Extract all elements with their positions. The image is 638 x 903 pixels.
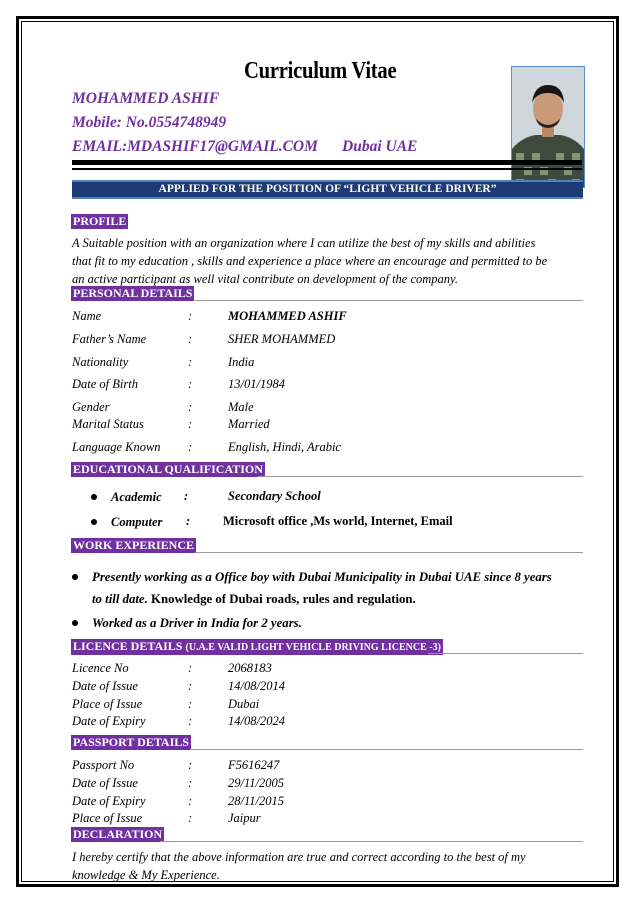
licence-value: Dubai [228,697,260,711]
passport-details-heading: PASSPORT DETAILS [73,735,189,749]
section-rule [195,300,583,301]
personal-details-heading: PERSONAL DETAILS [73,286,193,300]
education-item-computer [91,513,162,531]
personal-value-father: SHER MOHAMMED [228,332,336,346]
declaration-line: knowledge & My Experience. [72,868,220,882]
bullet-icon [72,620,78,626]
declaration-text [72,848,587,884]
passport-label: Date of Issue [72,776,138,790]
education-value: Secondary School [228,489,321,503]
personal-label-nationality: Nationality [72,355,129,369]
profile-heading: PROFILE [73,214,127,228]
work-item-continuation [92,591,416,608]
licence-label: Date of Issue [72,679,138,693]
personal-label-language: Language Known [72,440,161,454]
separator: : [188,400,193,414]
passport-value: 28/11/2015 [228,794,285,808]
bullet-icon [91,519,97,525]
header-rule-thick [72,160,582,165]
education-heading: EDUCATIONAL QUALIFICATION [73,462,263,476]
personal-value-nationality: India [228,355,255,369]
separator: : [188,355,193,369]
passport-value: F5616247 [228,758,280,772]
licence-label: Place of Issue [72,697,143,711]
position-banner-text: APPLIED FOR THE POSITION OF “LIGHT VEHICLE DRIVER” [158,183,497,195]
separator: : [188,697,193,711]
passport-label: Passport No [72,758,135,772]
passport-value: 29/11/2005 [228,776,285,790]
section-rule [258,476,583,477]
section-rule [160,841,583,842]
separator: : [188,714,193,728]
work-item [72,568,552,586]
email-address: EMAIL:MDASHIF17@GMAIL.COM [72,138,318,155]
licence-label: Date of Expiry [72,714,146,728]
mobile-number: Mobile: No.0554748949 [72,114,227,131]
profile-line: A Suitable position with an organization where I can utilize the best of my skills and abilities [72,236,536,250]
personal-label-gender: Gender [72,400,110,414]
candidate-name: MOHAMMED ASHIF [72,90,220,107]
work-experience-heading: WORK EXPERIENCE [73,538,195,552]
personal-label-name: Name [72,309,102,323]
separator: : [188,440,193,454]
education-label: Academic [111,490,162,504]
licence-value: 2068183 [228,661,272,675]
licence-value: 14/08/2024 [228,714,285,728]
licence-label: Licence No [72,661,129,675]
work-item-text: Worked as a Driver in India for 2 years. [92,616,302,630]
licence-subheading: (U.A.E VALID LIGHT VEHICLE DRIVING LICENCE -3) [185,642,441,653]
work-item-text: Knowledge of Dubai roads, rules and regulation. [147,592,416,606]
profile-line: an active participant as well vital contribute on development of the company. [72,272,459,286]
separator: : [188,679,193,693]
document-title: Curriculum Vitae [244,58,397,84]
profile-text [72,234,587,288]
personal-label-marital: Marital Status [72,417,144,431]
separator: : [188,377,193,391]
education-value: Microsoft office ,Ms world, Internet, Email [223,514,453,528]
section-rule [190,749,583,750]
passport-label: Place of Issue [72,811,143,825]
declaration-heading: DECLARATION [73,827,163,841]
personal-value-dob: 13/01/1984 [228,377,285,391]
work-item [72,614,302,632]
personal-value-marital: Married [228,417,270,431]
section-rule [428,653,583,654]
separator: : [188,332,193,346]
separator: : [186,514,191,528]
separator: : [188,794,193,808]
personal-label-father: Father’s Name [72,332,147,346]
separator: : [188,811,193,825]
work-item-text: Presently working as a Office boy with Dubai Municipality in Dubai UAE since 8 years [92,570,552,584]
separator: : [188,309,193,323]
location: Dubai UAE [342,138,418,155]
separator: : [188,661,193,675]
header-rule-thin [72,168,582,170]
personal-value-name: MOHAMMED ASHIF [228,309,347,323]
declaration-line: I hereby certify that the above information are true and correct according to the best of my [72,850,526,864]
education-label: Computer [111,515,163,529]
separator: : [184,489,189,503]
licence-details-heading [71,639,443,655]
separator: : [188,776,193,790]
education-item-academic [91,488,162,506]
section-rule [195,552,583,553]
separator: : [188,758,193,772]
personal-value-language: English, Hindi, Arabic [228,440,341,454]
separator: : [188,417,193,431]
passport-value: Jaipur [228,811,261,825]
work-item-italic-text: to till date. [92,592,148,606]
personal-label-dob: Date of Birth [72,377,138,391]
bullet-icon [72,574,78,580]
licence-value: 14/08/2014 [228,679,285,693]
profile-line: that fit to my education , skills and experience a place where an encourage and permitted to be [72,254,548,268]
licence-heading-text: LICENCE DETAILS [73,639,183,653]
personal-value-gender: Male [228,400,254,414]
bullet-icon [91,494,97,500]
passport-label: Date of Expiry [72,794,146,808]
